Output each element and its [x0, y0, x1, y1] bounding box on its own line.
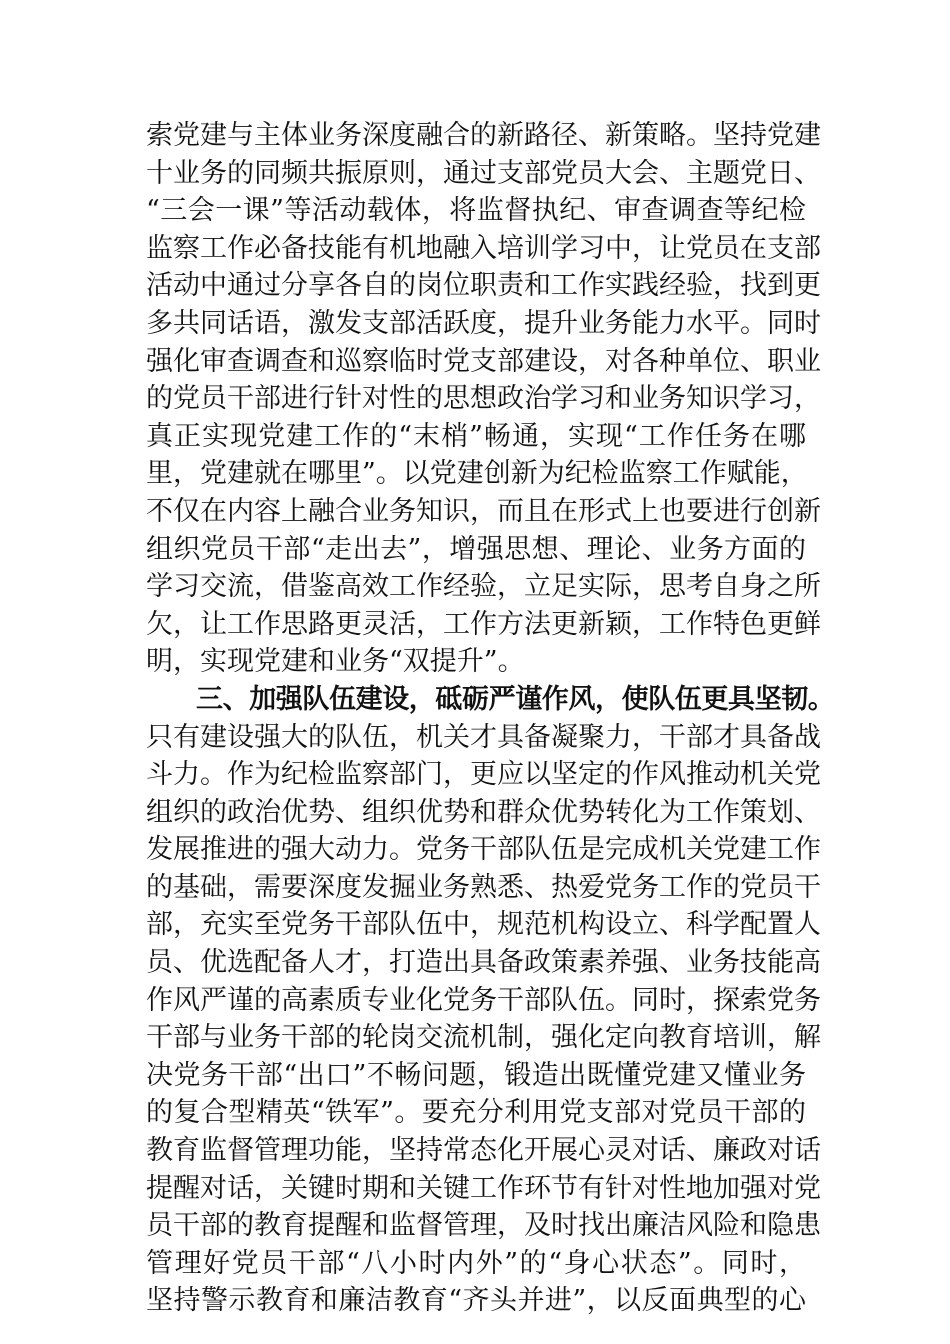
paragraph-line: 的党员干部进行针对性的思想政治学习和业务知识学习， — [146, 383, 821, 415]
paragraph-line: 真正实现党建工作的“末梢”畅通，实现“工作任务在哪 — [146, 420, 806, 452]
paragraph-line: 只有建设强大的队伍，机关才具备凝聚力，干部才具备战 — [146, 721, 821, 753]
paragraph-line: 强化审查调查和巡察临时党支部建设，对各种单位、职业 — [146, 345, 821, 377]
paragraph-line: 里，党建就在哪里”。以党建创新为纪检监察工作赋能， — [146, 458, 808, 490]
paragraph-line: 作风严谨的高素质专业化党务干部队伍。同时，探索党务 — [146, 984, 821, 1016]
paragraph-line: 斗力。作为纪检监察部门，更应以坚定的作风推动机关党 — [146, 759, 821, 791]
paragraph-line: 管理好党员干部“八小时内外”的“身心状态”。同时， — [146, 1247, 806, 1279]
paragraph-line: 组织党员干部“走出去”，增强思想、理论、业务方面的 — [146, 533, 806, 565]
paragraph-line: 索党建与主体业务深度融合的新路径、新策略。坚持党建 — [146, 120, 821, 151]
paragraph-line: 员干部的教育提醒和监督管理，及时找出廉洁风险和隐患 — [146, 1210, 821, 1242]
section-heading: 三、加强队伍建设，砥砺严谨作风，使队伍更具坚韧。 — [196, 683, 835, 715]
paragraph-line: 部，充实至党务干部队伍中，规范机构设立、科学配置人 — [146, 909, 821, 941]
paragraph-line: 提醒对话，关键时期和关键工作环节有针对性地加强对党 — [146, 1172, 821, 1204]
paragraph-line: 活动中通过分享各自的岗位职责和工作实践经验，找到更 — [146, 270, 821, 302]
paragraph-line: 决党务干部“出口”不畅问题，锻造出既懂党建又懂业务 — [146, 1059, 806, 1091]
paragraph-line: 员、优选配备人才，打造出具备政策素养强、业务技能高 — [146, 947, 821, 979]
paragraph-line: 干部与业务干部的轮岗交流机制，强化定向教育培训，解 — [146, 1022, 821, 1054]
paragraph-line: 学习交流，借鉴高效工作经验，立足实际，思考自身之所 — [146, 571, 821, 603]
paragraph-line: 组织的政治优势、组织优势和群众优势转化为工作策划、 — [146, 796, 821, 828]
paragraph-last-line: 明，实现党建和业务“双提升”。 — [146, 646, 525, 678]
paragraph-line: 坚持警示教育和廉洁教育“齐头并进”，以反面典型的心 — [146, 1285, 806, 1317]
paragraph-line: 不仅在内容上融合业务知识，而且在形式上也要进行创新 — [146, 495, 821, 527]
paragraph-line: 欠，让工作思路更灵活，工作方法更新颖，工作特色更鲜 — [146, 608, 821, 640]
paragraph-line: 的基础，需要深度发掘业务熟悉、热爱党务工作的党员干 — [146, 871, 821, 903]
paragraph-line: 教育监督管理功能，坚持常态化开展心灵对话、廉政对话 — [146, 1135, 821, 1167]
paragraph-line: 监察工作必备技能有机地融入培训学习中，让党员在支部 — [146, 232, 821, 264]
paragraph-line: 多共同话语，激发支部活跃度，提升业务能力水平。同时 — [146, 307, 821, 339]
paragraph-line: 的复合型精英“铁军”。要充分利用党支部对党员干部的 — [146, 1097, 806, 1129]
paragraph-line: 发展推进的强大动力。党务干部队伍是完成机关党建工作 — [146, 834, 821, 866]
paragraph-line: 十业务的同频共振原则，通过支部党员大会、主题党日、 — [146, 157, 821, 189]
document-body — [146, 117, 835, 1320]
paragraph-line: “三会一课”等活动载体，将监督执纪、审查调查等纪检 — [146, 195, 806, 227]
